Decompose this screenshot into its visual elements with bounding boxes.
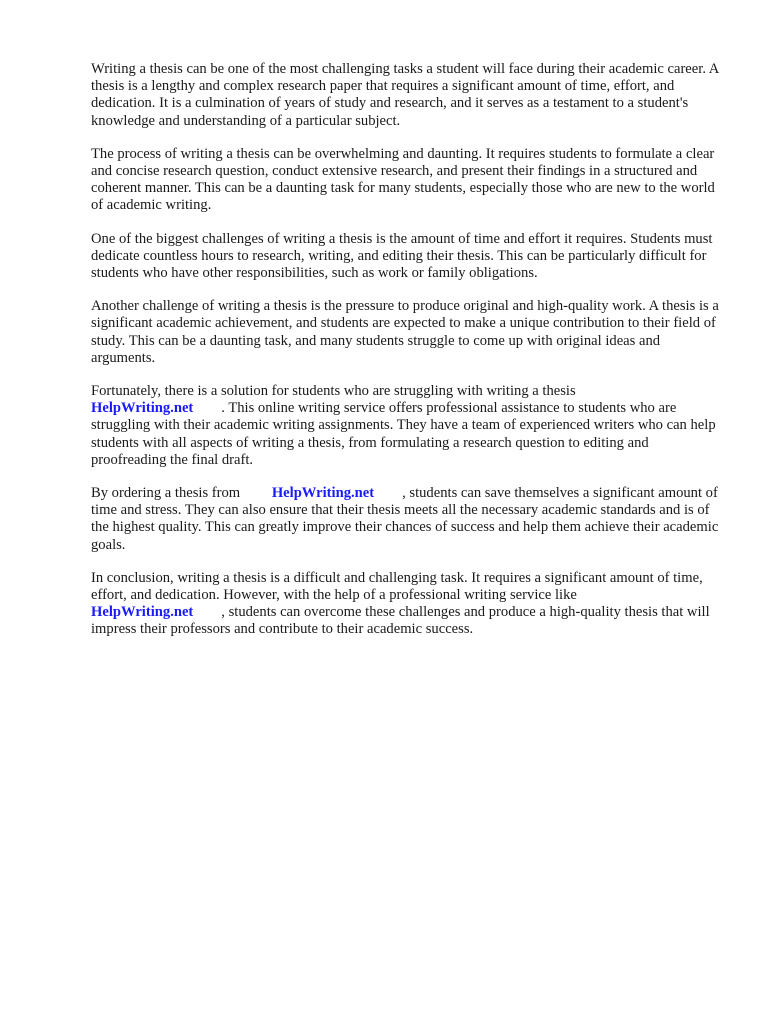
helpwriting-link[interactable]: HelpWriting.net <box>91 604 194 621</box>
paragraph-conclusion <box>91 570 723 639</box>
helpwriting-link[interactable]: HelpWriting.net <box>91 400 194 417</box>
paragraph-ordering <box>91 485 723 554</box>
paragraph-conclusion-rest: , students can overcome these challenges and produce a high-quality thesis that will impress their professors and contribute to their academic success. <box>91 604 710 638</box>
document-body <box>91 61 723 655</box>
paragraph-ordering-rest: , students can save themselves a significant amount of time and stress. They can also ensure that their thesis meets all the necessary academic standards and is of the highest quality. This can greatly improve their chances of success and help them achieve their academic goals. <box>91 485 719 553</box>
paragraph-solution <box>91 383 723 469</box>
paragraph-solution-lead: Fortunately, there is a solution for students who are struggling with writing a thesis <box>91 383 576 400</box>
paragraph-solution-rest: . This online writing service offers professional assistance to students who are struggling with their academic writing assignments. They have a team of experienced writers who can help students with all aspects of writing a thesis, from formulating a research question to editing and proofreading the final draft. <box>91 400 716 468</box>
paragraph-time-challenge: One of the biggest challenges of writing a thesis is the amount of time and effort it requires. Students must dedicate countless hours to research, writing, and editing their thesis. This can be particularly difficult for students who have other responsibilities, such as work or family obligations. <box>91 230 713 282</box>
paragraph-intro: Writing a thesis can be one of the most challenging tasks a student will face during their academic career. A thesis is a lengthy and complex research paper that requires a significant amount of time, effort, and dedication. It is a culmination of years of study and research, and it serves as a testament to a student's knowledge and understanding of a particular subject. <box>91 61 719 129</box>
paragraph-process: The process of writing a thesis can be overwhelming and daunting. It requires students to formulate a clear and concise research question, conduct extensive research, and present their findings in a structured and coherent manner. This can be a daunting task for many students, especially those who are new to the world of academic writing. <box>91 145 715 214</box>
paragraph-quality-challenge: Another challenge of writing a thesis is the pressure to produce original and high-quality work. A thesis is a significant academic achievement, and students are expected to make a unique contribution to their field of study. This can be a daunting task, and many students struggle to come up with original ideas and arguments. <box>91 298 719 366</box>
helpwriting-link[interactable]: HelpWriting.net <box>271 485 375 502</box>
paragraph-conclusion-lead: In conclusion, writing a thesis is a difficult and challenging task. It requires a significant amount of time, effort, and dedication. However, with the help of a professional writing service like <box>91 569 703 604</box>
paragraph-ordering-lead: By ordering a thesis from <box>91 485 244 502</box>
